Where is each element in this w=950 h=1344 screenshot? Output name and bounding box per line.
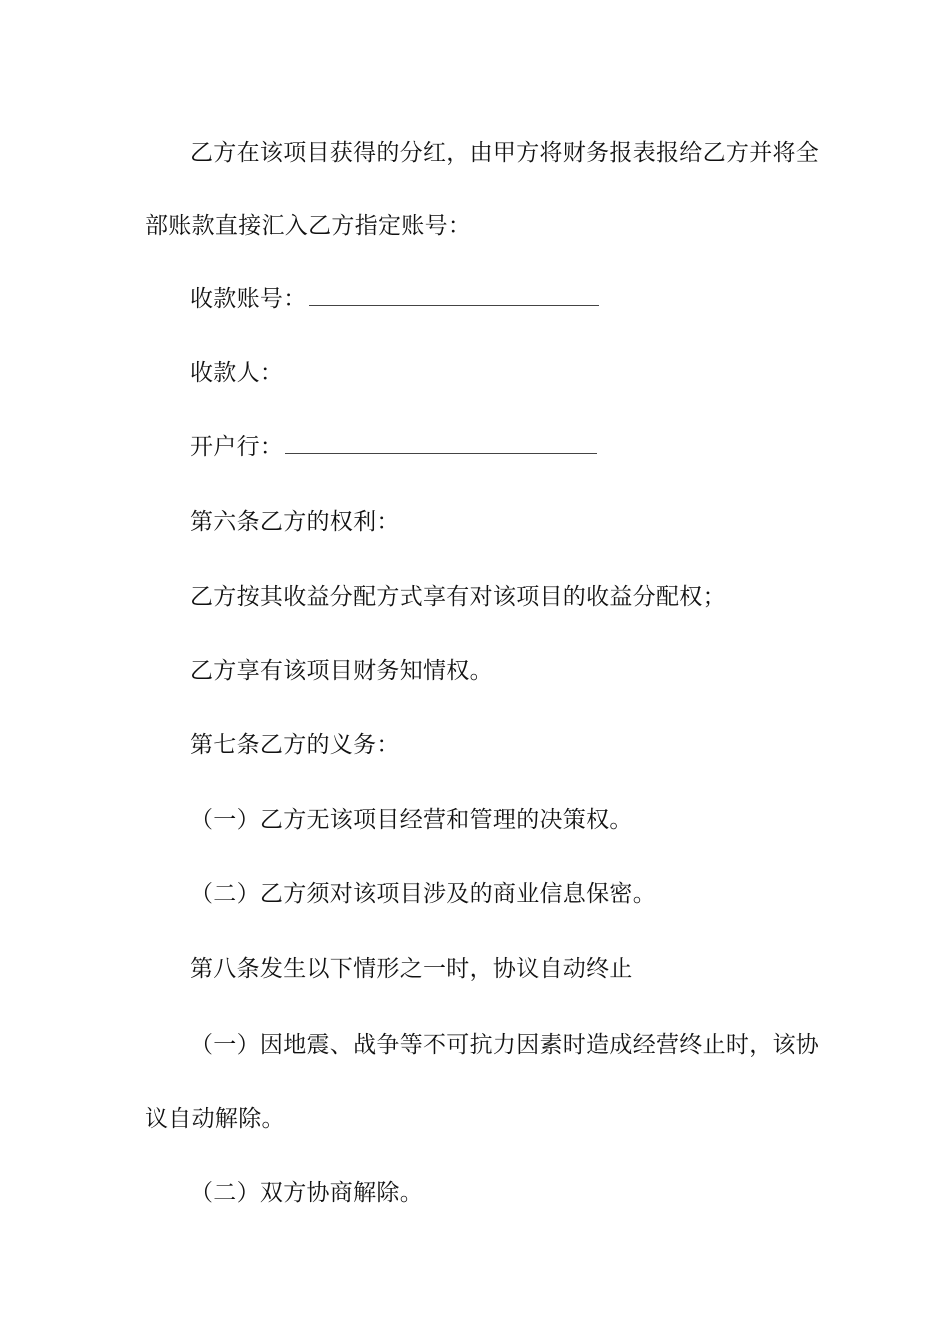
text: 议自动解除。 [145,1106,285,1132]
bank-label: 开户行： [190,434,284,460]
article-7-item-2 [190,879,656,909]
bank-blank [285,435,597,454]
text: （二）双方协商解除。 [190,1180,423,1206]
article-7-item-1 [190,805,633,835]
article-8-heading [190,954,633,984]
payee-label: 收款人： [190,360,284,386]
text: （二）乙方须对该项目涉及的商业信息保密。 [190,881,656,907]
text: 乙方享有该项目财务知情权。 [190,658,493,684]
article-6-heading [190,507,400,537]
text: 乙方按其收益分配方式享有对该项目的收益分配权； [190,584,726,610]
text: 乙方在该项目获得的分红，由甲方将财务报表报给乙方并将全 [190,140,820,166]
article-6-item-1 [190,582,726,612]
article-8-item-1-line-1 [190,1030,819,1060]
article-8-item-1-line-2 [145,1104,285,1134]
bank-field [190,432,597,462]
text: 部账款直接汇入乙方指定账号： [145,213,472,239]
account-number-label: 收款账号： [190,286,307,312]
article-8-item-2 [190,1178,423,1208]
paragraph-dividend-line-1 [190,138,819,168]
text: 第六条乙方的权利： [190,509,400,535]
text: （一）因地震、战争等不可抗力因素时造成经营终止时，该协 [190,1032,820,1058]
text: 第八条发生以下情形之一时，协议自动终止 [190,956,633,982]
text: 第七条乙方的义务： [190,732,400,758]
payee-field [190,358,283,388]
text: （一）乙方无该项目经营和管理的决策权。 [190,807,633,833]
account-number-blank [309,287,599,306]
paragraph-dividend-line-2 [145,211,471,241]
article-7-heading [190,730,400,760]
account-number-field [190,284,599,314]
article-6-item-2 [190,656,493,686]
